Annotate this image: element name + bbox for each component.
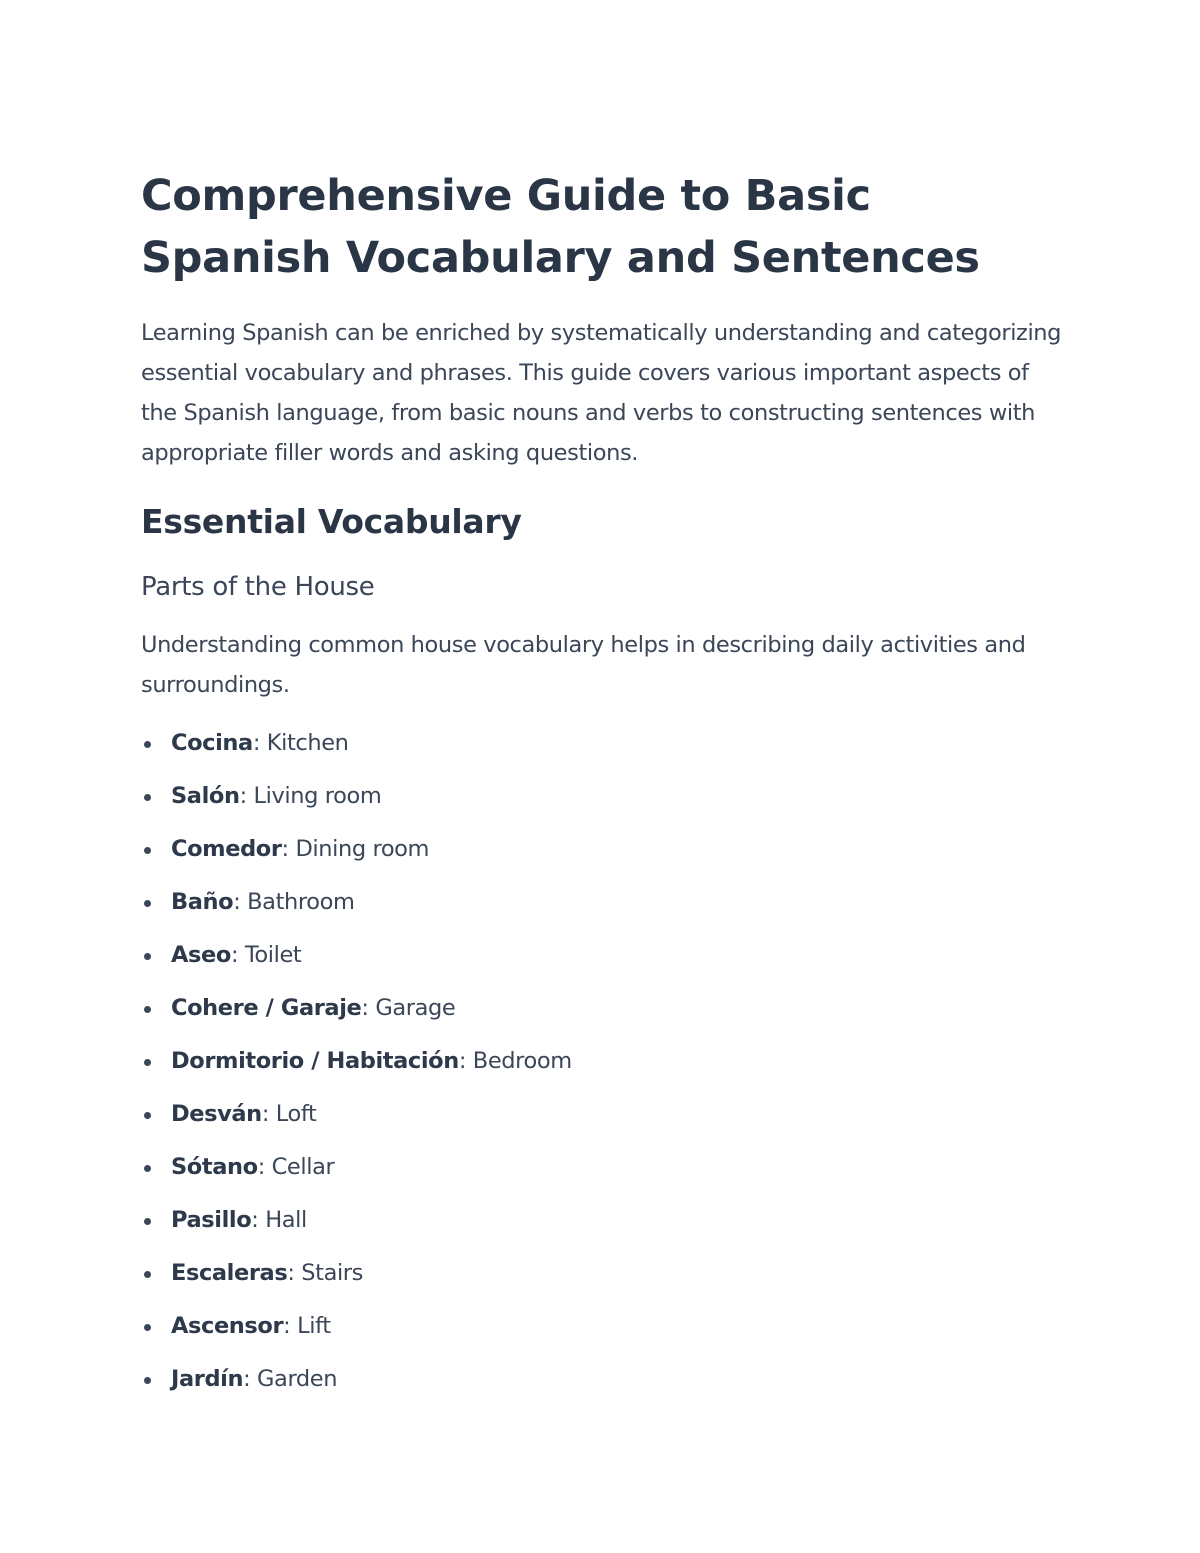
list-item bbox=[141, 1194, 1070, 1247]
vocabulary-list bbox=[141, 717, 1070, 1406]
list-item bbox=[141, 1300, 1070, 1353]
vocab-term: Aseo bbox=[171, 942, 231, 968]
bullet-icon bbox=[144, 741, 151, 748]
bullet-icon bbox=[144, 1324, 151, 1331]
bullet-icon bbox=[144, 1271, 151, 1278]
vocab-meaning: : Dining room bbox=[281, 836, 430, 862]
bullet-icon bbox=[144, 900, 151, 907]
bullet-icon bbox=[144, 794, 151, 801]
vocab-term: Dormitorio / Habitación bbox=[171, 1048, 459, 1074]
list-item bbox=[141, 823, 1070, 876]
list-item bbox=[141, 1035, 1070, 1088]
vocab-meaning: : Cellar bbox=[257, 1154, 335, 1180]
vocab-term: Jardín bbox=[171, 1366, 244, 1392]
vocab-term: Salón bbox=[171, 783, 240, 809]
vocab-term: Desván bbox=[171, 1101, 262, 1127]
list-item bbox=[141, 1353, 1070, 1406]
vocab-term: Pasillo bbox=[171, 1207, 252, 1233]
vocab-term: Comedor bbox=[171, 836, 282, 862]
vocab-term: Cocina bbox=[171, 730, 253, 756]
vocab-meaning: : Stairs bbox=[287, 1260, 363, 1286]
vocab-meaning: : Toilet bbox=[230, 942, 302, 968]
vocab-meaning: : Garden bbox=[243, 1366, 338, 1392]
bullet-icon bbox=[144, 1165, 151, 1172]
vocab-meaning: : Lift bbox=[283, 1313, 331, 1339]
bullet-icon bbox=[144, 1059, 151, 1066]
vocab-term: Baño bbox=[171, 889, 234, 915]
bullet-icon bbox=[144, 1218, 151, 1225]
bullet-icon bbox=[144, 847, 151, 854]
list-item bbox=[141, 770, 1070, 823]
vocab-meaning: : Bathroom bbox=[233, 889, 355, 915]
list-item bbox=[141, 982, 1070, 1035]
vocab-term: Cohere / Garaje bbox=[171, 995, 362, 1021]
list-item bbox=[141, 876, 1070, 929]
list-item bbox=[141, 929, 1070, 982]
section-heading: Essential Vocabulary bbox=[141, 502, 522, 541]
vocab-meaning: : Bedroom bbox=[458, 1048, 572, 1074]
vocab-term: Sótano bbox=[171, 1154, 258, 1180]
subsection-heading: Parts of the House bbox=[141, 572, 375, 602]
list-item bbox=[141, 1141, 1070, 1194]
intro-paragraph: Learning Spanish can be enriched by systematically understanding and categorizing essential vocabulary and phrases. This guide covers various important aspects of the Spanish language, from basic nouns and verbs to constructing sentences with appropriate filler words and asking questions. bbox=[141, 320, 1062, 466]
subsection-description: Understanding common house vocabulary helps in describing daily activities and surroundings. bbox=[141, 632, 1026, 698]
vocab-term: Ascensor bbox=[171, 1313, 284, 1339]
list-item bbox=[141, 1088, 1070, 1141]
vocab-meaning: : Living room bbox=[239, 783, 382, 809]
vocab-meaning: : Kitchen bbox=[252, 730, 349, 756]
bullet-icon bbox=[144, 1377, 151, 1384]
bullet-icon bbox=[144, 1112, 151, 1119]
list-item bbox=[141, 717, 1070, 770]
list-item bbox=[141, 1247, 1070, 1300]
bullet-icon bbox=[144, 953, 151, 960]
vocab-term: Escaleras bbox=[171, 1260, 288, 1286]
vocab-meaning: : Hall bbox=[251, 1207, 307, 1233]
page-title: Comprehensive Guide to Basic Spanish Vocabulary and Sentences bbox=[141, 171, 980, 283]
bullet-icon bbox=[144, 1006, 151, 1013]
vocab-meaning: : Garage bbox=[361, 995, 456, 1021]
vocab-meaning: : Loft bbox=[261, 1101, 317, 1127]
